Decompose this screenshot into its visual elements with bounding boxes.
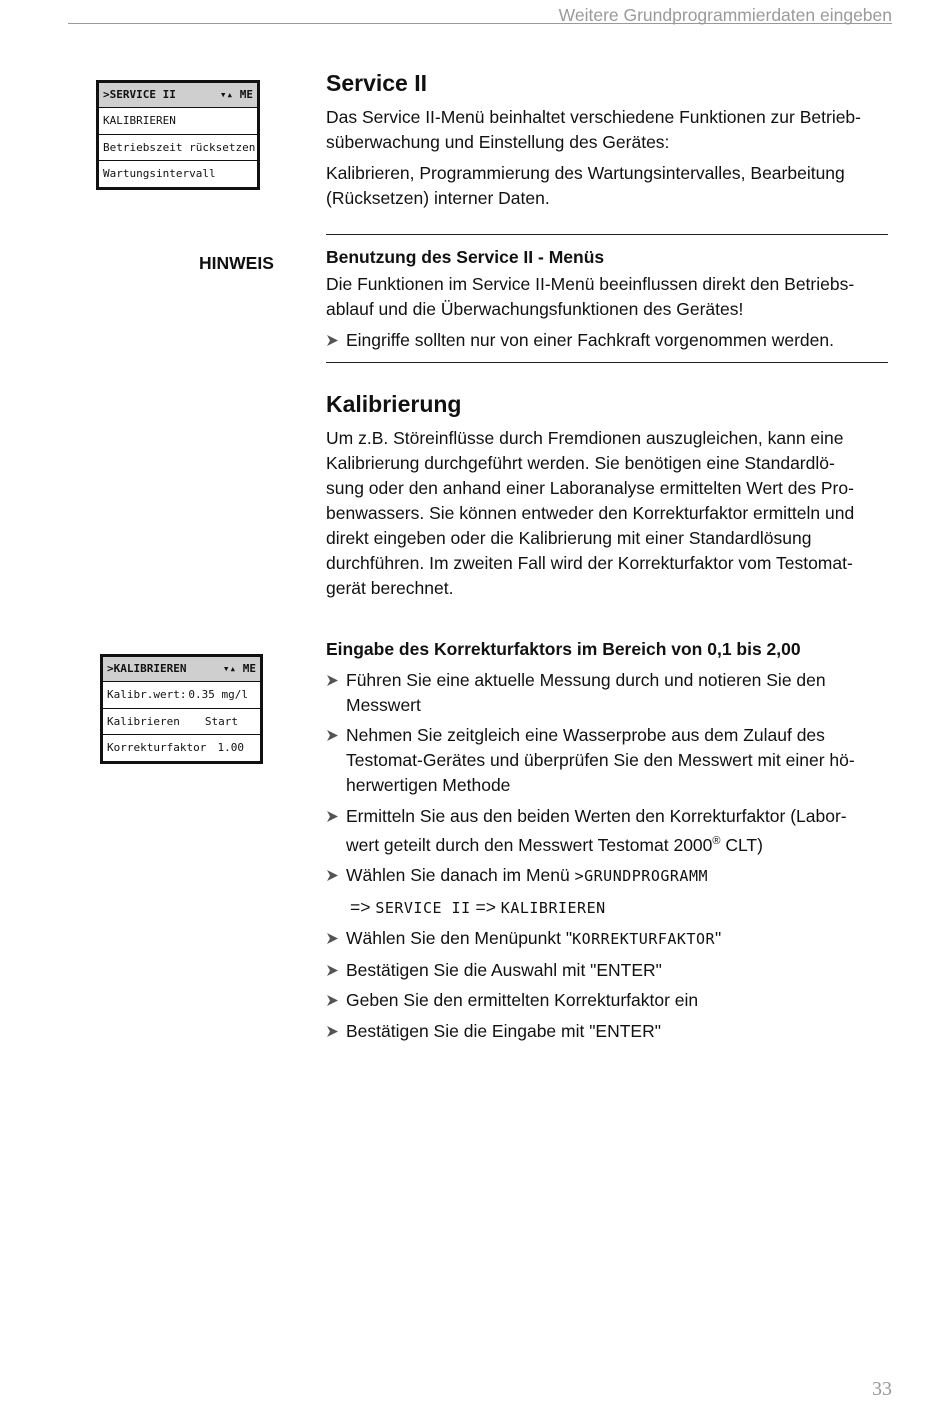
- lcd-title: >SERVICE II: [103, 88, 176, 101]
- text-line: Ermitteln Sie aus den beiden Werten den Korrekturfaktor (Labor-: [346, 805, 847, 826]
- instruction-list: [326, 668, 890, 1044]
- text-line: Messwert: [346, 694, 421, 715]
- page-number: 33: [872, 1378, 892, 1400]
- section-heading: Service II: [326, 70, 428, 96]
- text-line: Bestätigen Sie die Eingabe mit "ENTER": [346, 1020, 661, 1041]
- lcd-title: >KALIBRIEREN: [107, 662, 187, 675]
- list-item: [326, 804, 890, 858]
- lcd-row-label: Kalibrieren: [107, 714, 180, 728]
- lcd-row-value: 0.35 mg/l: [188, 688, 248, 701]
- menu-code: KORREKTURFAKTOR: [572, 930, 716, 949]
- section-service-ii: [326, 69, 890, 211]
- menu-code: SERVICE II: [375, 898, 471, 917]
- lcd-row: [103, 734, 260, 761]
- text-line: Testomat-Gerätes und überprüfen Sie den Messwert mit einer hö-: [346, 750, 855, 770]
- text-line: Die Funktionen im Service II-Menü beeinflussen direkt den Betriebs-: [326, 274, 855, 294]
- text-line: Bestätigen Sie die Auswahl mit "ENTER": [346, 959, 662, 980]
- note-bottom-rule: [326, 362, 888, 363]
- text-line: herwertigen Methode: [346, 775, 511, 795]
- lcd-row-label: Kalibr.wert:: [107, 688, 187, 701]
- list-item: [326, 863, 890, 921]
- lcd-scroll-indicator: ▾▴ ME: [222, 662, 256, 675]
- text-line: (Rücksetzen) interner Daten.: [326, 188, 550, 208]
- arrow-bullet-icon: [326, 810, 339, 823]
- lcd-row-label: Wartungsintervall: [103, 167, 216, 180]
- lcd-row-value: 1.00: [217, 741, 244, 754]
- list-item: [326, 668, 890, 718]
- text-line: Wählen Sie danach im Menü: [346, 864, 575, 885]
- path-arrow: =>: [470, 896, 501, 917]
- path-arrow: =>: [350, 896, 376, 917]
- bullet-text: Eingriffe sollten nur von einer Fachkraft vorgenommen werden.: [346, 329, 834, 350]
- lcd-header: [99, 83, 257, 107]
- menu-code: KALIBRIEREN: [500, 898, 606, 917]
- text-line: gerät berechnet.: [326, 578, 454, 598]
- arrow-bullet-icon: [326, 994, 339, 1007]
- text-line: ": [715, 928, 722, 949]
- text-line: sung oder den anhand einer Laboranalyse ermittelten Wert des Pro-: [326, 478, 854, 498]
- lcd-scroll-indicator: ▾▴ ME: [219, 88, 253, 101]
- note-title: Benutzung des Service II - Menüs: [326, 247, 605, 267]
- text-line: durchführen. Im zweiten Fall wird der Korrekturfaktor vom Testomat-: [326, 553, 853, 573]
- text-line: Um z.B. Störeinflüsse durch Fremdionen auszugleichen, kann eine: [326, 428, 844, 448]
- lcd-row: [103, 708, 260, 735]
- note-text: [326, 272, 890, 322]
- text-line: direkt eingeben oder die Kalibrierung mit einer Standardlösung: [326, 528, 812, 548]
- text-line: benwassers. Sie können entweder den Korrekturfaktor ermitteln und: [326, 503, 855, 523]
- running-header: Weitere Grundprogrammierdaten eingeben: [558, 5, 892, 25]
- text-line: Kalibrieren, Programmierung des Wartungsintervalles, Bearbeitung: [326, 163, 845, 183]
- list-item: [326, 328, 890, 353]
- paragraph: [326, 161, 890, 211]
- text-line: Wählen Sie den Menüpunkt ": [346, 928, 573, 949]
- text-line: Nehmen Sie zeitgleich eine Wasserprobe aus dem Zulauf des: [346, 725, 825, 745]
- lcd-header: [103, 657, 260, 681]
- lcd-kalibrieren-menu: [100, 654, 263, 764]
- paragraph: [326, 105, 890, 155]
- text-line: süberwachung und Einstellung des Gerätes:: [326, 132, 670, 152]
- section-heading: Kalibrierung: [326, 391, 462, 417]
- note-content: [326, 245, 890, 353]
- text-line: Das Service II-Menü beinhaltet verschiedene Funktionen zur Betrieb-: [326, 107, 861, 127]
- arrow-bullet-icon: [326, 1025, 339, 1038]
- paragraph: [326, 426, 890, 601]
- arrow-bullet-icon: [326, 334, 339, 347]
- arrow-bullet-icon: [326, 729, 339, 742]
- lcd-row-label: Betriebszeit rücksetzen: [103, 140, 256, 154]
- arrow-bullet-icon: [326, 964, 339, 977]
- lcd-row-label: Korrekturfaktor: [107, 741, 207, 754]
- section-kalibrierung: [326, 390, 890, 601]
- text-line: Geben Sie den ermittelten Korrekturfaktor ein: [346, 990, 699, 1011]
- note-top-rule: [326, 234, 888, 235]
- menu-code: >GRUNDPROGRAMM: [574, 866, 709, 885]
- lcd-row: [103, 681, 260, 708]
- note-bullets: [326, 328, 890, 353]
- lcd-row-value: Start: [204, 714, 238, 728]
- list-item: [326, 1019, 890, 1044]
- text-line: wert geteilt durch den Messwert Testomat 2000: [346, 834, 713, 855]
- lcd-service-ii-menu: [96, 80, 260, 190]
- text-line: Kalibrierung durchgeführt werden. Sie benötigen eine Standardlö-: [326, 453, 835, 473]
- header-rule: [68, 23, 892, 24]
- arrow-bullet-icon: [326, 932, 339, 945]
- lcd-row: [99, 134, 257, 161]
- text-line: Führen Sie eine aktuelle Messung durch und notieren Sie den: [346, 669, 826, 690]
- list-item: [326, 988, 890, 1013]
- lcd-row: [99, 107, 257, 134]
- menu-path: [346, 895, 890, 921]
- list-item: [326, 958, 890, 983]
- section-korrekturfaktor: [326, 637, 890, 1044]
- text-line: CLT): [720, 834, 763, 855]
- lcd-row: [99, 160, 257, 187]
- arrow-bullet-icon: [326, 869, 339, 882]
- registered-mark: ®: [712, 834, 721, 847]
- lcd-row-label: KALIBRIEREN: [103, 114, 176, 127]
- list-item: [326, 723, 890, 798]
- subsection-heading: Eingabe des Korrekturfaktors im Bereich von 0,1 bis 2,00: [326, 639, 801, 659]
- arrow-bullet-icon: [326, 674, 339, 687]
- text-line: ablauf und die Überwachungsfunktionen des Gerätes!: [326, 299, 744, 319]
- list-item: [326, 926, 890, 952]
- note-label: HINWEIS: [199, 253, 274, 273]
